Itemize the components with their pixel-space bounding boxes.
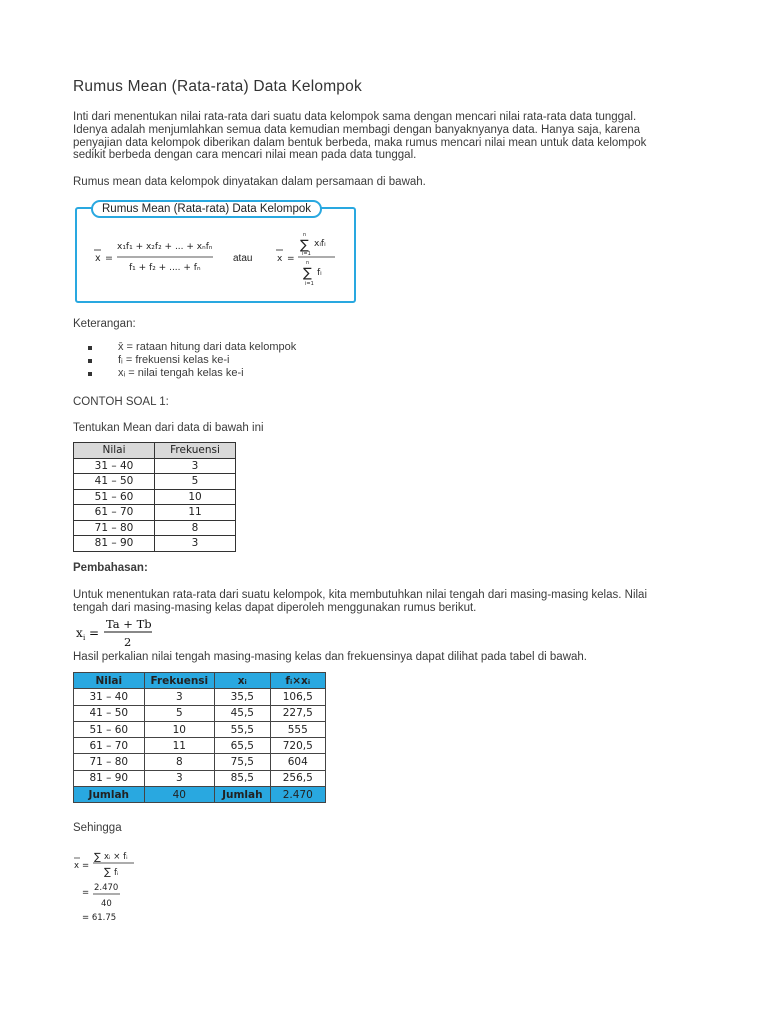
table-cell: 3 (155, 536, 236, 552)
table-row (74, 754, 326, 770)
table-cell: 61 – 70 (74, 738, 145, 754)
table-cell: 45,5 (215, 705, 270, 721)
formula-box (75, 203, 356, 303)
hasil-text: Hasil perkalian nilai tengah masing-masing kelas dan frekuensinya dapat dilihat pada tabel di bawah. (73, 651, 587, 663)
table-cell: 40 (144, 787, 215, 803)
svg-text:=: = (105, 253, 113, 264)
table-header: Nilai (74, 443, 155, 459)
result-step-denominator: 40 (101, 899, 112, 909)
svg-text:=: = (89, 626, 100, 640)
table-row (74, 489, 236, 505)
table-header: xᵢ (215, 673, 270, 689)
table-header: Frekuensi (144, 673, 215, 689)
contoh-label: CONTOH SOAL 1: (73, 396, 169, 408)
midpoint-formula (74, 615, 164, 649)
pembahasan-label: Pembahasan: (73, 562, 148, 574)
table-cell: 51 – 60 (74, 489, 155, 505)
table-cell: 51 – 60 (74, 721, 145, 737)
table-cell: 31 – 40 (74, 458, 155, 474)
table-cell: 720,5 (270, 738, 325, 754)
table-cell: 5 (155, 474, 236, 490)
table-cell: 604 (270, 754, 325, 770)
svg-text:i=1: i=1 (302, 251, 311, 257)
frequency-table (73, 442, 236, 552)
svg-text:xᵢ × fᵢ: xᵢ × fᵢ (104, 852, 128, 862)
pembahasan-paragraph: Untuk menentukan rata-rata dari suatu kelompok, kita membutuhkan nilai tengah dari masing-masing kelas. Nilai tengah dari masing-masing kelas dapat diperoleh menggunakan rumus berikut. (73, 589, 648, 614)
svg-text:x: x (95, 253, 101, 264)
table-cell: 85,5 (215, 770, 270, 786)
table-cell: 31 – 40 (74, 689, 145, 705)
svg-text:i=1: i=1 (305, 281, 314, 287)
list-item: fᵢ = frekuensi kelas ke-i (88, 354, 296, 367)
svg-text:n: n (303, 232, 307, 238)
formula-or-word: atau (233, 253, 253, 264)
svg-text:=: = (82, 861, 90, 871)
table-row (74, 520, 236, 536)
rumus-intro: Rumus mean data kelompok dinyatakan dalam persamaan di bawah. (73, 176, 426, 188)
table-header: Frekuensi (155, 443, 236, 459)
table-row (74, 536, 236, 552)
sehingga-label: Sehingga (73, 822, 122, 834)
table-cell: 256,5 (270, 770, 325, 786)
table-cell: 41 – 50 (74, 705, 145, 721)
list-item: xᵢ = nilai tengah kelas ke-i (88, 367, 296, 380)
result-step-numerator: 2.470 (94, 883, 119, 893)
result-final: = 61.75 (82, 913, 117, 923)
table-cell: 10 (155, 489, 236, 505)
table-cell: 81 – 90 (74, 770, 145, 786)
page-title: Rumus Mean (Rata-rata) Data Kelompok (73, 78, 362, 95)
mean-formula (77, 209, 349, 297)
table-row (74, 458, 236, 474)
table-row (74, 474, 236, 490)
svg-text:x: x (277, 254, 283, 264)
table-cell: 3 (155, 458, 236, 474)
table-row (74, 738, 326, 754)
keterangan-list (88, 341, 296, 380)
svg-text:x₁f₁ + x₂f₂ + ... + xₙfₙ: x₁f₁ + x₂f₂ + ... + xₙfₙ (117, 242, 213, 252)
svg-text:fᵢ: fᵢ (317, 268, 322, 278)
result-formula (72, 848, 162, 926)
intro-paragraph: Inti dari menentukan nilai rata-rata dari suatu data kelompok sama dengan mencari nilai rata-rata data tunggal. Idenya adalah menjumlahkan semua data kemudian membagi dengan banyaknyanya data. Hanya saja, karena penyajian data kelompok diberikan dalam bentuk berbeda, maka rumus mencari nilai mean untuk data kelompok sedikit berbeda dengan cara mencari nilai mean pada data tunggal. (73, 111, 647, 162)
table-cell: 5 (144, 705, 215, 721)
table-cell: 81 – 90 (74, 536, 155, 552)
table-cell: Jumlah (74, 787, 145, 803)
table-cell: 2.470 (270, 787, 325, 803)
keterangan-label: Keterangan: (73, 318, 136, 330)
table-cell: 65,5 (215, 738, 270, 754)
table-header: fᵢ×xᵢ (270, 673, 325, 689)
table-header: Nilai (74, 673, 145, 689)
table-cell: Jumlah (215, 787, 270, 803)
table-row (74, 689, 326, 705)
table-cell: 227,5 (270, 705, 325, 721)
svg-text:∑: ∑ (94, 852, 101, 863)
table-cell: 71 – 80 (74, 754, 145, 770)
svg-text:=: = (82, 888, 90, 898)
svg-text:=: = (287, 254, 295, 264)
table-row (74, 705, 326, 721)
midpoint-table (73, 672, 326, 803)
svg-text:f₁ + f₂ + .... + fₙ: f₁ + f₂ + .... + fₙ (129, 263, 201, 273)
svg-text:x: x (76, 626, 83, 640)
table-cell: 11 (155, 505, 236, 521)
table-cell: 35,5 (215, 689, 270, 705)
table-cell: 555 (270, 721, 325, 737)
svg-text:∑: ∑ (104, 867, 111, 878)
svg-text:fᵢ: fᵢ (114, 868, 119, 878)
formula-box-title: Rumus Mean (Rata-rata) Data Kelompok (91, 200, 322, 218)
table-cell: 8 (155, 520, 236, 536)
list-item: x̄ = rataan hitung dari data kelompok (88, 341, 296, 354)
svg-text:∑: ∑ (300, 238, 309, 253)
table-cell: 11 (144, 738, 215, 754)
svg-text:x: x (74, 861, 80, 871)
svg-text:xᵢfᵢ: xᵢfᵢ (314, 239, 326, 249)
table-cell: 41 – 50 (74, 474, 155, 490)
midpoint-denominator: 2 (124, 635, 132, 649)
table-cell: 61 – 70 (74, 505, 155, 521)
svg-text:∑: ∑ (303, 266, 312, 281)
table-cell: 71 – 80 (74, 520, 155, 536)
table-cell: 3 (144, 689, 215, 705)
table-cell: 106,5 (270, 689, 325, 705)
svg-text:i: i (83, 634, 86, 642)
table-row (74, 721, 326, 737)
table-cell: 75,5 (215, 754, 270, 770)
table-cell: 10 (144, 721, 215, 737)
table-row (74, 505, 236, 521)
table-cell: 3 (144, 770, 215, 786)
table-total-row (74, 787, 326, 803)
table-cell: 8 (144, 754, 215, 770)
svg-text:n: n (306, 260, 310, 266)
table-row (74, 770, 326, 786)
contoh-question: Tentukan Mean dari data di bawah ini (73, 422, 264, 434)
midpoint-numerator: Ta + Tb (106, 617, 152, 631)
table-cell: 55,5 (215, 721, 270, 737)
